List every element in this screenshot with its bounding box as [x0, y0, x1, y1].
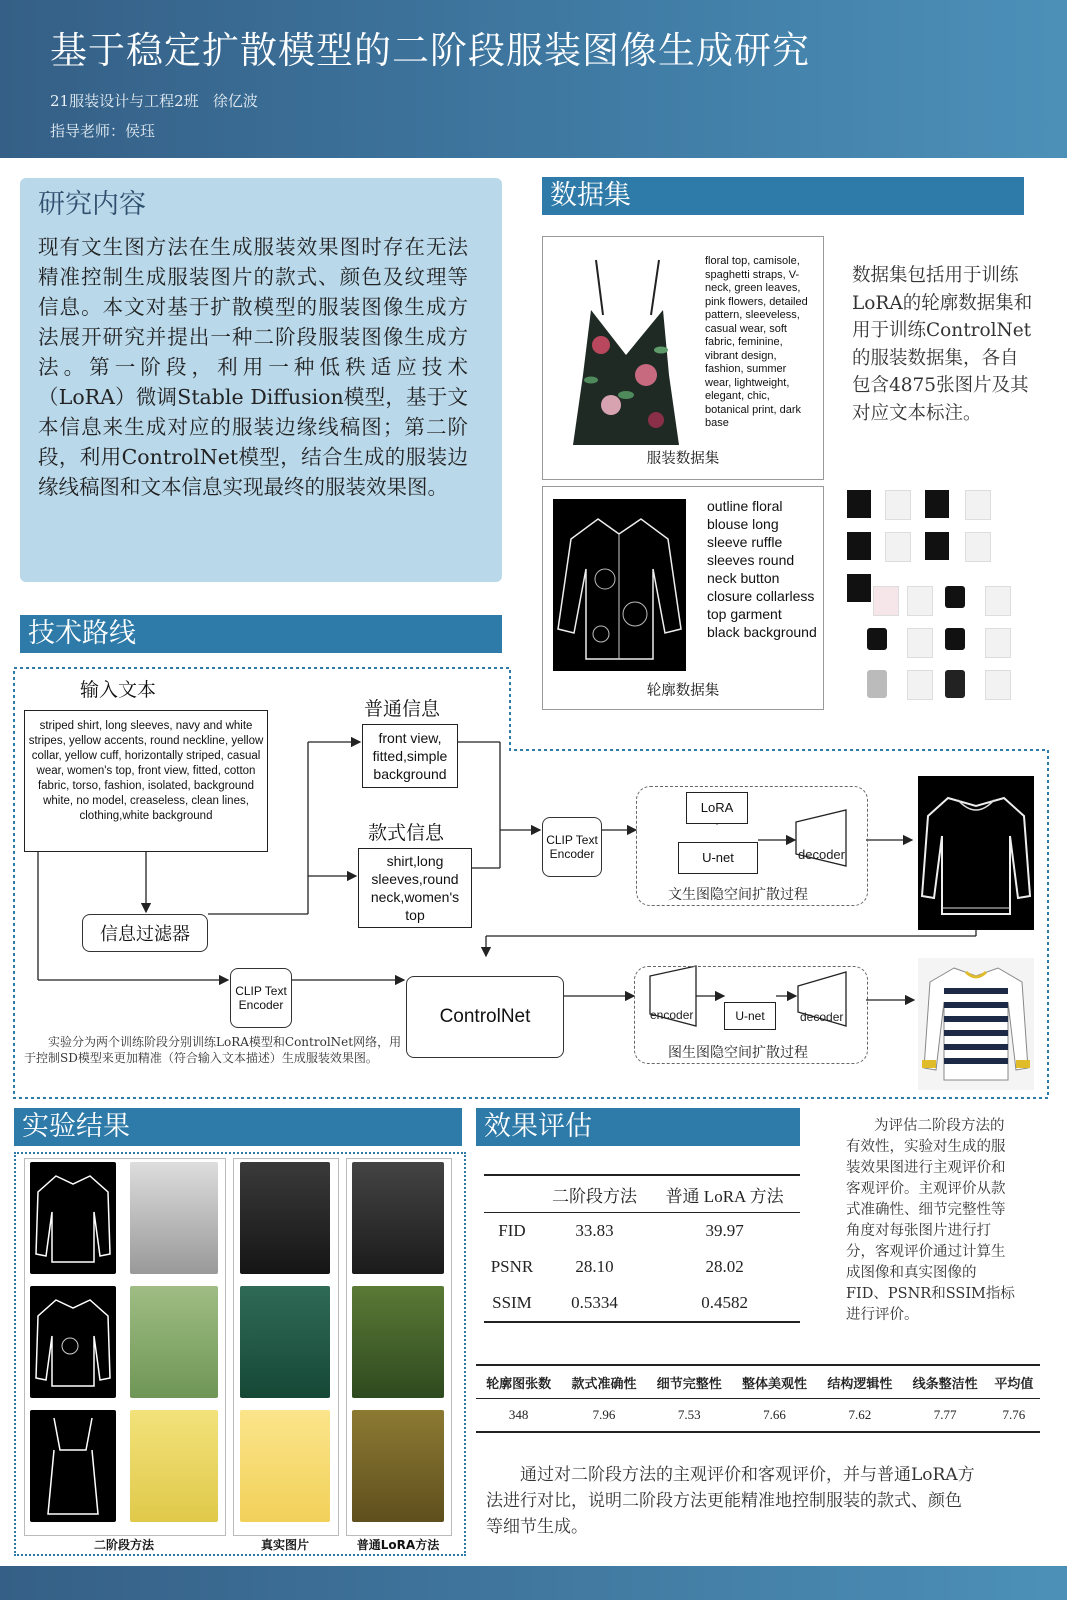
- metrics-header-cell: 二阶段方法: [552, 1186, 638, 1206]
- lora-box: LoRA: [686, 792, 748, 824]
- decoder-label-1: decoder: [798, 847, 845, 862]
- metrics-cell: PSNR: [490, 1257, 534, 1276]
- thumb-file: [925, 532, 949, 560]
- controlnet-box: ControlNet: [406, 976, 564, 1058]
- subjective-cell: 7.66: [763, 1407, 786, 1422]
- outline-dataset-caption: 轮廓数据集: [646, 683, 720, 699]
- subjective-cell: 7.76: [1002, 1407, 1026, 1422]
- research-text: 现有文生图方法在生成服装效果图时存在无法精准控制生成服装图片的款式、颜色及纹理等信息。本文对基于扩散模型的服装图像生成方法展开研究并提出一种二阶段服装图像生成方法。第一阶段，利用一种低秩适应技术（LoRA）微调Stable Diffusion模型，基于文本信息来生成对应的服装边缘线稿图；第二阶段，利用ControlNet模型，结合生成的服装边缘线稿图和文本信息实现最终的服装效果图。: [38, 235, 468, 499]
- subjective-table: [476, 1364, 1040, 1433]
- subjective-cell: 7.96: [592, 1407, 616, 1422]
- lora-caption: 普通LoRA方法: [356, 1538, 440, 1552]
- garment-tags: floral top, camisole, spaghetti straps, V-neck, green leaves, pink flowers, detailed pattern, sleeveless, casual wear, soft fabric, feminine, vibrant design, fashion, summer wear, lightweight, elegant, chic, botanical print, dark base: [705, 255, 808, 429]
- results-title: 实验结果: [14, 1108, 462, 1146]
- thumb-file: [847, 490, 871, 518]
- result-lora-1: [352, 1162, 444, 1274]
- metrics-cell: 39.97: [705, 1221, 744, 1240]
- outline-blouse-image: [553, 499, 686, 671]
- metrics-table: [484, 1174, 800, 1323]
- metrics-cell: 28.02: [705, 1257, 744, 1276]
- result-generated-1: [130, 1162, 218, 1274]
- thumb-file: [985, 586, 1011, 616]
- general-info-box: front view, fitted,simple background: [362, 724, 458, 788]
- result-real-2: [240, 1286, 330, 1398]
- thumb-file: [965, 490, 991, 520]
- subjective-header-cell: 整体美观性: [742, 1375, 808, 1391]
- result-real-3: [240, 1410, 330, 1522]
- tech-title: 技术路线: [20, 615, 502, 653]
- subjective-header-cell: 款式准确性: [571, 1375, 637, 1391]
- result-real-1: [240, 1162, 330, 1274]
- clip-text-encoder-1: CLIP Text Encoder: [542, 817, 602, 877]
- clip-text-encoder-2: CLIP Text Encoder: [230, 968, 292, 1028]
- poster-footer: [0, 1566, 1067, 1600]
- stage2-label: 图生图隐空间扩散过程: [668, 1045, 808, 1061]
- thumb-file: [907, 586, 933, 616]
- result-lora-2: [352, 1286, 444, 1398]
- input-text-box: striped shirt, long sleeves, navy and white stripes, yellow accents, round neckline, yellow collar, yellow cuff, horizontally striped, casual wear, women's top, front view, fitted, cotton fabric, torso, fashion, isolated, background white, no model, creaseless, clean lines, clothing,white background: [24, 710, 268, 852]
- general-info-label: 普通信息: [364, 698, 441, 720]
- metrics-cell: 28.10: [575, 1257, 614, 1276]
- metrics-cell: SSIM: [492, 1293, 532, 1312]
- result-generated-2: [130, 1286, 218, 1398]
- style-info-label: 款式信息: [368, 822, 445, 844]
- thumb-file: [925, 490, 949, 518]
- result-generated-3: [130, 1410, 218, 1522]
- metrics-cell: FID: [498, 1221, 526, 1240]
- unet-box-1: U-net: [678, 842, 758, 874]
- subjective-cell: 348: [508, 1407, 529, 1422]
- outline-sketch-3: [30, 1410, 116, 1522]
- subjective-cell: 7.77: [933, 1407, 957, 1422]
- decoder-label-2: decoder: [800, 1010, 844, 1024]
- thumb-file: [847, 532, 871, 560]
- thumb-file: [873, 586, 899, 616]
- thumb-file: [885, 490, 911, 520]
- real-caption: 真实图片: [260, 1538, 309, 1552]
- outline-sketch-2: [30, 1286, 116, 1398]
- outline-tags: outline floral blouse long sleeve ruffle sleeves round neck button closure collarless top garment black background: [707, 498, 817, 640]
- evaluation-description: 为评估二阶段方法的有效性，实验对生成的服装效果图进行主观评价和客观评价。主观评价从款式准确性、细节完整性等角度对每张图片进行打分，客观评价通过计算生成图像和真实图像的FID、PSNR和SSIM指标进行评价。: [846, 1118, 1015, 1323]
- metrics-cell: 0.4582: [701, 1293, 748, 1312]
- metrics-cell: 0.5334: [571, 1293, 618, 1312]
- metrics-header-cell: [484, 1175, 540, 1213]
- thumb-file: [945, 586, 965, 608]
- subjective-header-cell: 结构逻辑性: [827, 1375, 893, 1391]
- thumb-file: [885, 532, 911, 562]
- evaluation-conclusion: 通过对二阶段方法的主观评价和客观评价，并与普通LoRA方法进行对比，说明二阶段方法更能精准地控制服装的款式、颜色等细节生成。: [486, 1465, 975, 1537]
- thumb-file: [945, 628, 965, 650]
- result-lora-3: [352, 1410, 444, 1522]
- input-text-label: 输入文本: [80, 679, 157, 701]
- two-stage-caption: 二阶段方法: [93, 1538, 154, 1552]
- floral-camisole-image: [551, 255, 701, 455]
- thumb-file: [847, 574, 871, 602]
- style-info-box: shirt,long sleeves,round neck,women's top: [358, 848, 472, 928]
- author-line: 21服装设计与工程2班 徐亿波: [50, 92, 258, 110]
- dataset-title: 数据集: [542, 177, 1024, 215]
- subjective-cell: 7.53: [677, 1407, 701, 1422]
- tech-note: 实验分为两个训练阶段分别训练LoRA模型和ControlNet网络，用于控制SD模型来更加精准（符合输入文本描述）生成服装效果图。: [24, 1035, 402, 1065]
- dataset-description: 数据集包括用于训练LoRA的轮廓数据集和用于训练ControlNet的服装数据集，各自包含4875张图片及其对应文本标注。: [852, 265, 1033, 424]
- unet-box-2: U-net: [724, 1002, 776, 1030]
- poster-title: 基于稳定扩散模型的二阶段服装图像生成研究: [50, 29, 810, 72]
- garment-dataset-box: [542, 236, 824, 480]
- outline-sketch-1: [30, 1162, 116, 1274]
- subjective-header-cell: 轮廓图张数: [486, 1375, 552, 1391]
- metrics-cell: 33.83: [575, 1221, 614, 1240]
- subjective-header-cell: 线条整洁性: [912, 1375, 978, 1391]
- metrics-header-cell: 普通 LoRA 方法: [665, 1186, 784, 1206]
- thumb-file: [965, 532, 991, 562]
- thumb-file: [867, 628, 887, 650]
- garment-dataset-caption: 服装数据集: [646, 451, 720, 467]
- encoder-label: encoder: [650, 1008, 694, 1022]
- stage1-output-image: [918, 776, 1034, 930]
- stage2-output-image: [918, 958, 1034, 1090]
- subjective-header-cell: 细节完整性: [656, 1375, 722, 1391]
- advisor-line: 指导老师：侯珏: [50, 122, 156, 140]
- subjective-cell: 7.62: [848, 1407, 872, 1422]
- subjective-header-cell: 平均值: [994, 1375, 1034, 1391]
- evaluation-title: 效果评估: [476, 1108, 800, 1146]
- stage1-label: 文生图隐空间扩散过程: [668, 887, 808, 903]
- info-filter-box: 信息过滤器: [82, 914, 208, 952]
- research-title: 研究内容: [38, 189, 146, 220]
